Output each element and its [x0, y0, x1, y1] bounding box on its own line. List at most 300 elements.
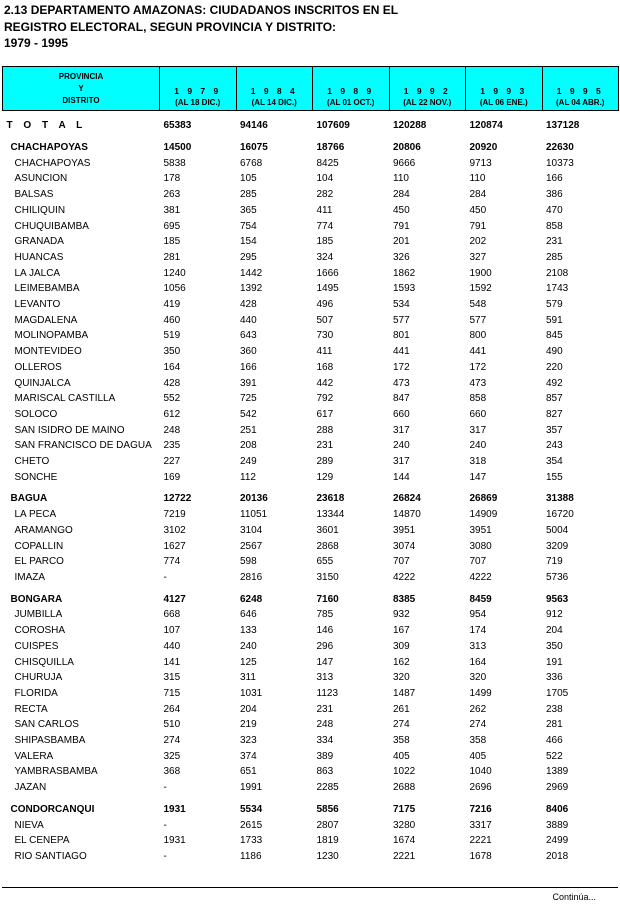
value-cell: 3317 [469, 819, 492, 831]
value-cell: 1705 [546, 687, 569, 699]
value-cell: 325 [163, 750, 181, 762]
value-cell: 490 [546, 346, 563, 358]
district-row [3, 234, 619, 250]
value-cell: 519 [163, 330, 181, 342]
value-cell: 391 [240, 377, 257, 389]
value-cell: 20920 [469, 142, 498, 153]
row-label: ASUNCION [14, 173, 68, 185]
value-cell: 289 [316, 456, 334, 468]
row-label: CUISPES [14, 640, 59, 652]
row-label: BONGARA [10, 593, 63, 605]
row-label: IMAZA [14, 571, 46, 583]
district-row [3, 281, 619, 297]
value-cell: 262 [469, 703, 487, 715]
value-cell: 191 [546, 656, 563, 668]
district-row [3, 344, 619, 360]
value-cell: 1592 [469, 283, 492, 295]
district-row [3, 554, 619, 570]
value-cell: 1230 [316, 850, 339, 862]
value-cell: 168 [316, 361, 334, 373]
value-cell: 2221 [469, 835, 492, 847]
header-year-date: (AL 22 NOV.) [403, 98, 452, 107]
value-cell: 2285 [316, 782, 339, 794]
value-cell: - [163, 571, 167, 583]
value-cell: 162 [393, 656, 410, 668]
value-cell: 707 [393, 556, 410, 568]
district-row [3, 438, 619, 454]
value-cell: 441 [469, 346, 487, 358]
value-cell: 374 [240, 750, 257, 762]
row-label: ARAMANGO [14, 524, 73, 536]
row-label: FLORIDA [14, 687, 58, 699]
value-cell: 315 [163, 672, 181, 684]
row-label: JUMBILLA [14, 609, 63, 621]
row-label: SHIPASBAMBA [14, 735, 86, 747]
value-cell: 313 [469, 640, 487, 652]
header-year-1992 [389, 67, 466, 111]
district-row [3, 454, 619, 470]
value-cell: 534 [393, 299, 410, 311]
value-cell: 1900 [469, 267, 492, 279]
value-cell: 154 [240, 236, 257, 248]
value-cell: 220 [546, 361, 563, 373]
value-cell: 577 [469, 314, 487, 326]
header-year-label: 1 9 7 9 [174, 86, 222, 96]
row-label: LEVANTO [14, 299, 61, 311]
value-cell: 9713 [469, 157, 492, 169]
header-provincia-line-1: PROVINCIA [58, 71, 104, 81]
province-row [3, 140, 619, 156]
value-cell: 5534 [240, 803, 263, 815]
row-label: RIO SANTIAGO [14, 850, 87, 862]
value-cell: 365 [240, 204, 257, 216]
value-cell: 646 [240, 609, 257, 621]
value-cell: 1031 [240, 687, 263, 699]
value-cell: 31388 [546, 493, 574, 505]
value-cell: 1862 [393, 267, 416, 279]
value-cell: 1931 [163, 835, 186, 847]
district-row [3, 623, 619, 639]
row-label: CHETO [14, 456, 50, 468]
value-cell: 281 [163, 251, 181, 263]
district-row [3, 187, 619, 203]
district-row [3, 733, 619, 749]
value-cell: 8459 [469, 593, 492, 605]
value-cell: 857 [546, 393, 563, 405]
district-row [3, 250, 619, 266]
value-cell: 201 [393, 236, 410, 248]
value-cell: 251 [240, 424, 257, 436]
value-cell: 235 [163, 440, 181, 452]
value-cell: 274 [393, 719, 410, 731]
value-cell: 1487 [393, 687, 416, 699]
value-cell: 107 [163, 625, 181, 637]
value-cell: 281 [546, 719, 563, 731]
value-cell: 1991 [240, 782, 263, 794]
value-cell: 450 [469, 204, 487, 216]
header-row [3, 67, 619, 111]
district-row [3, 376, 619, 392]
value-cell: 1678 [469, 850, 492, 862]
value-cell: 144 [393, 471, 410, 483]
value-cell: 231 [316, 440, 334, 452]
value-cell: 440 [240, 314, 257, 326]
value-cell: 110 [469, 173, 486, 185]
value-cell: 1389 [546, 766, 569, 778]
value-cell: 695 [163, 220, 181, 232]
value-cell: 411 [316, 204, 333, 216]
value-cell: 719 [546, 556, 563, 568]
district-row [3, 702, 619, 718]
value-cell: 248 [316, 719, 334, 731]
value-cell: 11051 [240, 509, 268, 521]
value-cell: 3104 [240, 524, 263, 536]
district-row [3, 156, 619, 172]
value-cell: 16720 [546, 509, 574, 521]
value-cell: 522 [546, 750, 563, 762]
value-cell: 16075 [240, 142, 268, 153]
district-row [3, 470, 619, 486]
value-cell: 932 [393, 609, 410, 621]
value-cell: 6768 [240, 157, 263, 169]
value-cell: - [163, 850, 167, 862]
value-cell: 792 [316, 393, 334, 405]
value-cell: 327 [469, 251, 487, 263]
district-row [3, 360, 619, 376]
province-row [3, 491, 619, 507]
value-cell: 440 [163, 640, 181, 652]
value-cell: 12722 [163, 493, 192, 505]
row-label: LA JALCA [14, 267, 61, 279]
continue-note: Continúa... [552, 892, 596, 902]
value-cell: 2816 [240, 571, 263, 583]
district-row [3, 764, 619, 780]
value-cell: 317 [469, 424, 487, 436]
value-cell: 20136 [240, 493, 268, 505]
value-cell: 510 [163, 719, 181, 731]
value-cell: 5838 [163, 157, 186, 169]
value-cell: 492 [546, 377, 563, 389]
row-label: T O T A L [6, 119, 87, 131]
value-cell: 2696 [469, 782, 492, 794]
value-cell: 238 [546, 703, 563, 715]
value-cell: 858 [546, 220, 563, 232]
row-label: OLLEROS [14, 361, 62, 373]
value-cell: 1931 [163, 803, 186, 815]
header-provincia-line-2: Y [78, 83, 84, 93]
value-cell: 350 [546, 640, 563, 652]
value-cell: 754 [240, 220, 257, 232]
header-year-label: 1 9 8 9 [327, 86, 375, 96]
value-cell: 2221 [393, 850, 416, 862]
value-cell: 231 [546, 236, 563, 248]
value-cell: 172 [393, 361, 410, 373]
total-row [3, 117, 619, 134]
value-cell: 2688 [393, 782, 416, 794]
value-cell: 542 [240, 408, 257, 420]
value-cell: 591 [546, 314, 563, 326]
district-row [3, 686, 619, 702]
row-label: NIEVA [14, 819, 44, 831]
value-cell: 5856 [316, 803, 339, 815]
value-cell: 1495 [316, 283, 339, 295]
row-label: CHILIQUIN [14, 204, 66, 216]
header-year-label: 1 9 9 3 [480, 86, 528, 96]
value-cell: - [163, 819, 167, 831]
value-cell: 282 [316, 189, 334, 201]
title-line-3: 1979 - 1995 [4, 36, 69, 50]
row-label: BAGUA [10, 493, 48, 505]
value-cell: 263 [163, 189, 181, 201]
header-year-date: (AL 18 DIC.) [175, 98, 221, 107]
value-cell: 120874 [469, 119, 503, 131]
row-label: CHACHAPOYAS [14, 157, 91, 169]
value-cell: 617 [316, 408, 334, 420]
value-cell: 707 [469, 556, 487, 568]
value-cell: 7219 [163, 509, 186, 521]
value-cell: 1240 [163, 267, 186, 279]
header-year-date: (AL 14 DIC.) [251, 98, 297, 107]
district-row [3, 833, 619, 849]
value-cell: 295 [240, 251, 257, 263]
value-cell: 651 [240, 766, 257, 778]
value-cell: 320 [393, 672, 410, 684]
row-label: SAN CARLOS [14, 719, 79, 731]
value-cell: 4222 [469, 571, 492, 583]
value-cell: 473 [469, 377, 487, 389]
value-cell: 167 [393, 625, 410, 637]
district-row [3, 717, 619, 733]
value-cell: 470 [546, 204, 563, 216]
value-cell: 105 [240, 173, 257, 185]
value-cell: 288 [316, 424, 334, 436]
value-cell: 1627 [163, 540, 186, 552]
row-label: QUINJALCA [14, 377, 71, 389]
value-cell: 358 [393, 735, 410, 747]
value-cell: 368 [163, 766, 181, 778]
value-cell: 4222 [393, 571, 416, 583]
value-cell: 785 [316, 609, 334, 621]
value-cell: 3889 [546, 819, 569, 831]
header-year-date: (AL 01 OCT.) [327, 98, 375, 107]
district-row [3, 313, 619, 329]
value-cell: 14500 [163, 142, 192, 153]
row-label: MONTEVIDEO [14, 346, 82, 358]
row-label: CHURUJA [14, 672, 63, 684]
value-cell: 14909 [469, 509, 498, 521]
value-cell: 313 [316, 672, 334, 684]
header-year-1989 [313, 67, 390, 111]
value-cell: 311 [240, 672, 256, 684]
district-row [3, 171, 619, 187]
row-label: SAN ISIDRO DE MAINO [14, 424, 125, 436]
value-cell: 774 [316, 220, 334, 232]
value-cell: 20806 [393, 142, 421, 153]
value-cell: 774 [163, 556, 181, 568]
value-cell: 858 [469, 393, 487, 405]
value-cell: 863 [316, 766, 334, 778]
value-cell: 3102 [163, 524, 186, 536]
district-row [3, 266, 619, 282]
value-cell: 473 [393, 377, 410, 389]
value-cell: 185 [316, 236, 334, 248]
value-cell: 112 [240, 471, 256, 483]
value-cell: 274 [163, 735, 181, 747]
header-year-1995 [542, 67, 619, 111]
value-cell: 725 [240, 393, 257, 405]
value-cell: 845 [546, 330, 563, 342]
value-cell: 23618 [316, 493, 345, 505]
header-year-date: (AL 06 ENE.) [479, 98, 528, 107]
value-cell: 3951 [393, 524, 416, 536]
value-cell: 22630 [546, 142, 574, 153]
value-cell: 847 [393, 393, 410, 405]
value-cell: 261 [393, 703, 410, 715]
value-cell: 264 [163, 703, 181, 715]
value-cell: 1666 [316, 267, 339, 279]
value-cell: 110 [393, 173, 409, 185]
value-cell: 428 [163, 377, 181, 389]
value-cell: 2567 [240, 540, 263, 552]
row-label: SONCHE [14, 471, 58, 483]
value-cell: 2969 [546, 782, 569, 794]
value-cell: 204 [546, 625, 563, 637]
value-cell: 668 [163, 609, 181, 621]
value-cell: 326 [393, 251, 410, 263]
header-year-1993 [466, 67, 543, 111]
row-label: LA PECA [14, 509, 57, 521]
value-cell: 155 [546, 471, 563, 483]
value-cell: 5736 [546, 571, 569, 583]
value-cell: 2108 [546, 267, 569, 279]
row-label: SAN FRANCISCO DE DAGUA [14, 440, 152, 452]
row-label: BALSAS [14, 189, 54, 201]
value-cell: 441 [393, 346, 410, 358]
row-label: YAMBRASBAMBA [14, 766, 98, 778]
header-year-1979 [160, 67, 237, 111]
value-cell: 147 [469, 471, 487, 483]
value-cell: 552 [163, 393, 181, 405]
value-cell: 1392 [240, 283, 263, 295]
value-cell: 202 [469, 236, 487, 248]
row-label: MARISCAL CASTILLA [14, 393, 116, 405]
value-cell: 466 [546, 735, 563, 747]
value-cell: 9666 [393, 157, 416, 169]
value-cell: 65383 [163, 119, 192, 131]
data-table [2, 66, 619, 865]
value-cell: 3080 [469, 540, 492, 552]
district-row [3, 607, 619, 623]
value-cell: 174 [469, 625, 487, 637]
value-cell: 3209 [546, 540, 569, 552]
value-cell: 26869 [469, 493, 498, 505]
value-cell: 954 [469, 609, 487, 621]
value-cell: 284 [469, 189, 487, 201]
value-cell: 219 [240, 719, 257, 731]
value-cell: 7160 [316, 593, 339, 605]
footer-rule [2, 887, 618, 888]
district-row [3, 203, 619, 219]
value-cell: 285 [240, 189, 257, 201]
header-provincia [3, 67, 160, 111]
value-cell: 801 [393, 330, 410, 342]
value-cell: 1593 [393, 283, 416, 295]
value-cell: 912 [546, 609, 563, 621]
value-cell: 3951 [469, 524, 492, 536]
value-cell: 7175 [393, 803, 416, 815]
value-cell: 26824 [393, 493, 421, 505]
header-year-label: 1 9 9 5 [556, 86, 604, 96]
value-cell: 172 [469, 361, 487, 373]
value-cell: 579 [546, 299, 563, 311]
value-cell: 243 [546, 440, 563, 452]
value-cell: 460 [163, 314, 181, 326]
value-cell: 240 [240, 640, 257, 652]
value-cell: 577 [393, 314, 410, 326]
value-cell: 358 [469, 735, 487, 747]
value-cell: 285 [546, 251, 563, 263]
value-cell: 1499 [469, 687, 492, 699]
value-cell: 7216 [469, 803, 492, 815]
value-cell: 10373 [546, 157, 574, 169]
value-cell: 334 [316, 735, 334, 747]
value-cell: 317 [393, 424, 410, 436]
header-year-label: 1 9 9 2 [403, 86, 451, 96]
value-cell: 612 [163, 408, 181, 420]
row-label: SOLOCO [14, 408, 58, 420]
value-cell: 284 [393, 189, 410, 201]
district-row [3, 391, 619, 407]
district-row [3, 670, 619, 686]
district-row [3, 523, 619, 539]
row-label: CONDORCANQUI [10, 803, 95, 815]
header-provincia-line-3: DISTRITO [62, 95, 100, 105]
value-cell: 791 [469, 220, 487, 232]
value-cell: 185 [163, 236, 181, 248]
district-row [3, 423, 619, 439]
header-year-label: 1 9 8 4 [250, 86, 298, 96]
value-cell: 320 [469, 672, 487, 684]
value-cell: 405 [393, 750, 410, 762]
district-row [3, 639, 619, 655]
row-label: MAGDALENA [14, 314, 78, 326]
value-cell: 442 [316, 377, 334, 389]
value-cell: 386 [546, 189, 563, 201]
row-label: EL CENEPA [14, 835, 70, 847]
value-cell: 660 [469, 408, 487, 420]
value-cell: 204 [240, 703, 257, 715]
value-cell: 18766 [316, 142, 345, 153]
value-cell: 13344 [316, 509, 345, 521]
value-cell: 827 [546, 408, 563, 420]
value-cell: 8385 [393, 593, 416, 605]
value-cell: 133 [240, 625, 257, 637]
value-cell: 2807 [316, 819, 339, 831]
value-cell: 309 [393, 640, 410, 652]
value-cell: 146 [316, 625, 334, 637]
header-year-date: (AL 04 ABR.) [556, 98, 605, 107]
value-cell: 8425 [316, 157, 339, 169]
district-row [3, 297, 619, 313]
value-cell: 336 [546, 672, 563, 684]
value-cell: 450 [393, 204, 410, 216]
value-cell: 141 [163, 656, 181, 668]
value-cell: 3150 [316, 571, 339, 583]
value-cell: 2499 [546, 835, 569, 847]
row-label: EL PARCO [14, 556, 64, 568]
header-year-1984 [236, 67, 313, 111]
value-cell: 248 [163, 424, 181, 436]
